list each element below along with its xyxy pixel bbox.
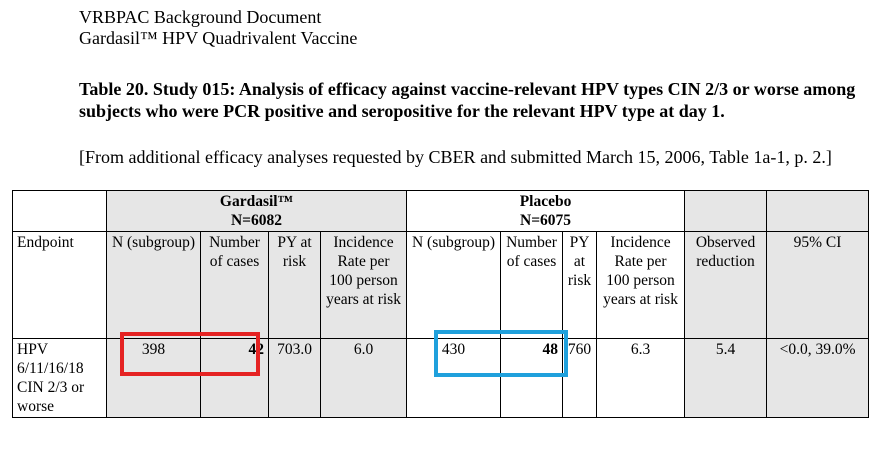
blank-cell xyxy=(767,191,869,232)
col-header-placebo-n: N (subgroup) xyxy=(407,232,501,339)
gardasil-group-n: N=6082 xyxy=(230,212,283,229)
col-header-placebo-py: PY at risk xyxy=(563,232,597,339)
gardasil-rate-cell: 6.0 xyxy=(321,339,407,418)
header-line-1: VRBPAC Background Document xyxy=(79,7,322,27)
gardasil-cases-cell: 42 xyxy=(201,339,269,418)
col-header-placebo-cases: Number of cases xyxy=(501,232,563,339)
col-header-placebo-rate: Incidence Rate per 100 person years at risk xyxy=(597,232,685,339)
reduction-cell: 5.4 xyxy=(685,339,767,418)
table-note: [From additional efficacy analyses requested by CBER and submitted March 15, 2006, Table 1a-1, p. 2.] xyxy=(79,147,832,167)
gardasil-py-cell: 703.0 xyxy=(269,339,321,418)
group-header-row xyxy=(13,191,869,232)
table-title: Table 20. Study 015: Analysis of efficacy against vaccine-relevant HPV types CIN 2/3 or worse among subjects who were PCR positive and seropositive for the relevant HPV type at day 1. xyxy=(79,79,856,121)
col-header-gardasil-n: N (subgroup) xyxy=(107,232,201,339)
endpoint-cell: HPV 6/11/16/18 CIN 2/3 or worse xyxy=(13,339,107,418)
col-header-gardasil-rate: Incidence Rate per 100 person years at risk xyxy=(321,232,407,339)
gardasil-group-header xyxy=(107,191,407,232)
ci-cell: <0.0, 39.0% xyxy=(767,339,869,418)
placebo-n-cell: 430 xyxy=(407,339,501,418)
placebo-cases-cell: 48 xyxy=(501,339,563,418)
placebo-group-header xyxy=(407,191,685,232)
col-header-ci: 95% CI xyxy=(767,232,869,339)
column-header-row xyxy=(13,232,869,339)
col-header-gardasil-py: PY at risk xyxy=(269,232,321,339)
placebo-highlight-box xyxy=(434,330,568,377)
col-header-endpoint: Endpoint xyxy=(13,232,107,339)
placebo-py-cell: 760 xyxy=(563,339,597,418)
placebo-group-n: N=6075 xyxy=(520,212,572,229)
col-header-gardasil-cases: Number of cases xyxy=(201,232,269,339)
placebo-rate-cell: 6.3 xyxy=(597,339,685,418)
gardasil-group-name: Gardasil™ xyxy=(219,193,294,210)
efficacy-table xyxy=(12,190,869,418)
placebo-group-name: Placebo xyxy=(519,193,572,210)
blank-cell xyxy=(13,191,107,232)
gardasil-n-cell: 398 xyxy=(107,339,201,418)
col-header-reduction: Observed reduction xyxy=(685,232,767,339)
blank-cell xyxy=(685,191,767,232)
document-header xyxy=(79,7,357,49)
gardasil-highlight-box xyxy=(120,332,260,376)
header-line-2: Gardasil™ HPV Quadrivalent Vaccine xyxy=(79,28,358,48)
